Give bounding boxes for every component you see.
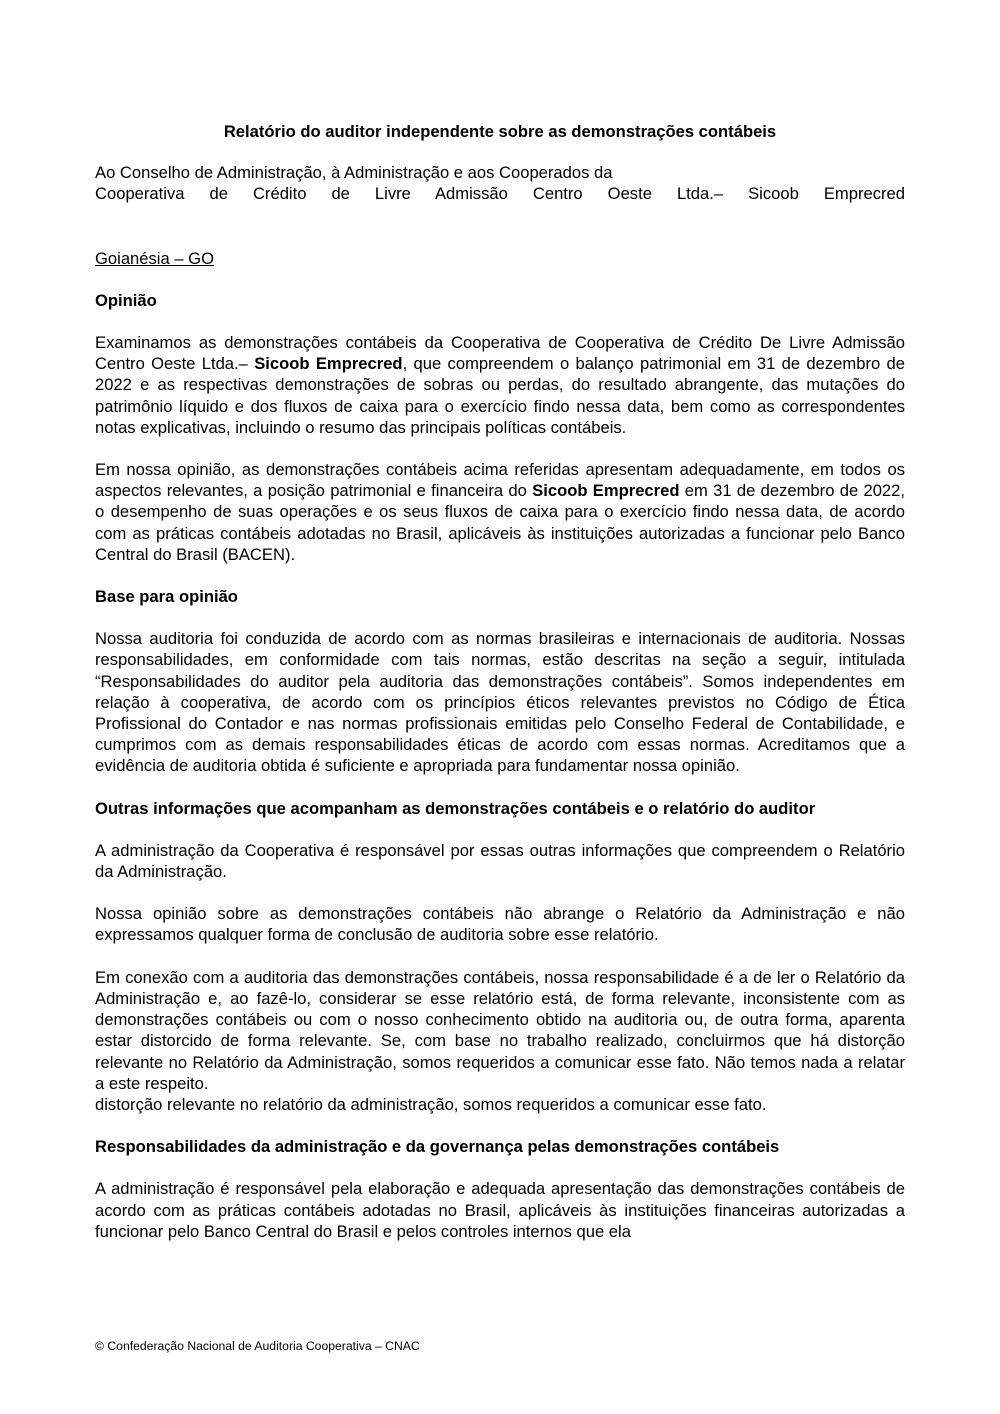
- text-run: em 31 de dezembro de 2022, o desempenho de suas operações e os seus fluxos de caixa para o exercício findo nessa data, de acordo com as práticas contábeis adotadas no Brasil, aplicáveis às instituições autorizadas a funcionar pelo Banco Central do Brasil (BACEN).: [95, 481, 905, 564]
- addressee-line-1: Ao Conselho de Administração, à Administração e aos Cooperados da: [95, 163, 613, 183]
- addressee-line-2: Cooperativa de Crédito de Livre Admissão Centro Oeste Ltda.– Sicoob Emprecred: [95, 184, 905, 204]
- bold-entity-name: Sicoob Emprecred: [532, 481, 680, 501]
- paragraph-outras-4: distorção relevante no relatório da administração, somos requeridos a comunicar esse fato.: [95, 1094, 767, 1114]
- bold-entity-name: Sicoob Emprecred: [254, 354, 403, 374]
- report-title: Relatório do auditor independente sobre as demonstrações contábeis: [223, 122, 777, 141]
- text-run: Examinamos as demonstrações contábeis da Cooperativa de Cooperativa de Crédito De Livre Admissão Centro Oeste Ltda.–: [95, 333, 905, 374]
- paragraph-outras-1: A administração da Cooperativa é responsável por essas outras informações que compreendem o Relatório da Administração.: [95, 840, 905, 882]
- paragraph-base-1: Nossa auditoria foi conduzida de acordo com as normas brasileiras e internacionais de auditoria. Nossas responsabilidades, em conformidade com tais normas, estão descritas na seção a seguir, intitulada “Responsabilidades do auditor pela auditoria das demonstrações contábeis”. Somos independentes em relação à cooperativa, de acordo com os princípios éticos relevantes previstos no Código de Ética Profissional do Contador e nas normas profissionais emitidas pelo Conselho Federal de Contabilidade, e cumprimos com as demais responsabilidades éticas de acordo com essas normas. Acreditamos que a evidência de auditoria obtida é suficiente e apropriada para fundamentar nossa opinião.: [95, 629, 905, 776]
- paragraph-responsabilidades-1: A administração é responsável pela elaboração e adequada apresentação das demonstrações contábeis de acordo com as práticas contábeis adotadas no Brasil, aplicáveis às instituições financeiras autorizadas a funcionar pelo Banco Central do Brasil e pelos controles internos que ela: [95, 1179, 905, 1241]
- text-run: , que compreendem o balanço patrimonial em 31 de dezembro de 2022 e as respectivas demonstrações de sobras ou perdas, do resultado abrangente, das mutações do patrimônio líquido e dos fluxos de caixa para o exercício findo nessa data, bem como as correspondentes notas explicativas, incluindo o resumo das principais políticas contábeis.: [95, 354, 906, 437]
- heading-opiniao: Opinião: [95, 290, 157, 310]
- paragraph-outras-3: Em conexão com a auditoria das demonstrações contábeis, nossa responsabilidade é a de ler o Relatório da Administração e, ao fazê-lo, considerar se esse relatório está, de forma relevante, inconsistente com as demonstrações contábeis ou com o nosso conhecimento obtido na auditoria ou, de outra forma, aparenta estar distorcido de forma relevante. Se, com base no trabalho realizado, concluirmos que há distorção relevante no Relatório da Administração, somos requeridos a comunicar esse fato. Não temos nada a relatar a este respeito.: [95, 967, 905, 1093]
- paragraph-opiniao-2: [95, 459, 905, 565]
- paragraph-outras-2: Nossa opinião sobre as demonstrações contábeis não abrange o Relatório da Administração e não expressamos qualquer forma de conclusão de auditoria sobre esse relatório.: [95, 904, 905, 945]
- heading-base-opiniao: Base para opinião: [95, 587, 238, 607]
- heading-responsabilidades: Responsabilidades da administração e da governança pelas demonstrações contábeis: [95, 1137, 780, 1157]
- text-run: Em nossa opinião, as demonstrações contábeis acima referidas apresentam adequadamente, em todos os aspectos relevantes, a posição patrimonial e financeira do: [95, 460, 905, 501]
- paragraph-opiniao-1: [95, 332, 905, 438]
- addressee-block: [95, 162, 905, 204]
- heading-outras-informacoes: Outras informações que acompanham as demonstrações contábeis e o relatório do auditor: [95, 798, 816, 818]
- document-page: [95, 121, 905, 1263]
- page-footer: © Confederação Nacional de Auditoria Cooperativa – CNAC: [95, 1339, 420, 1353]
- location: Goianésia – GO: [95, 248, 214, 268]
